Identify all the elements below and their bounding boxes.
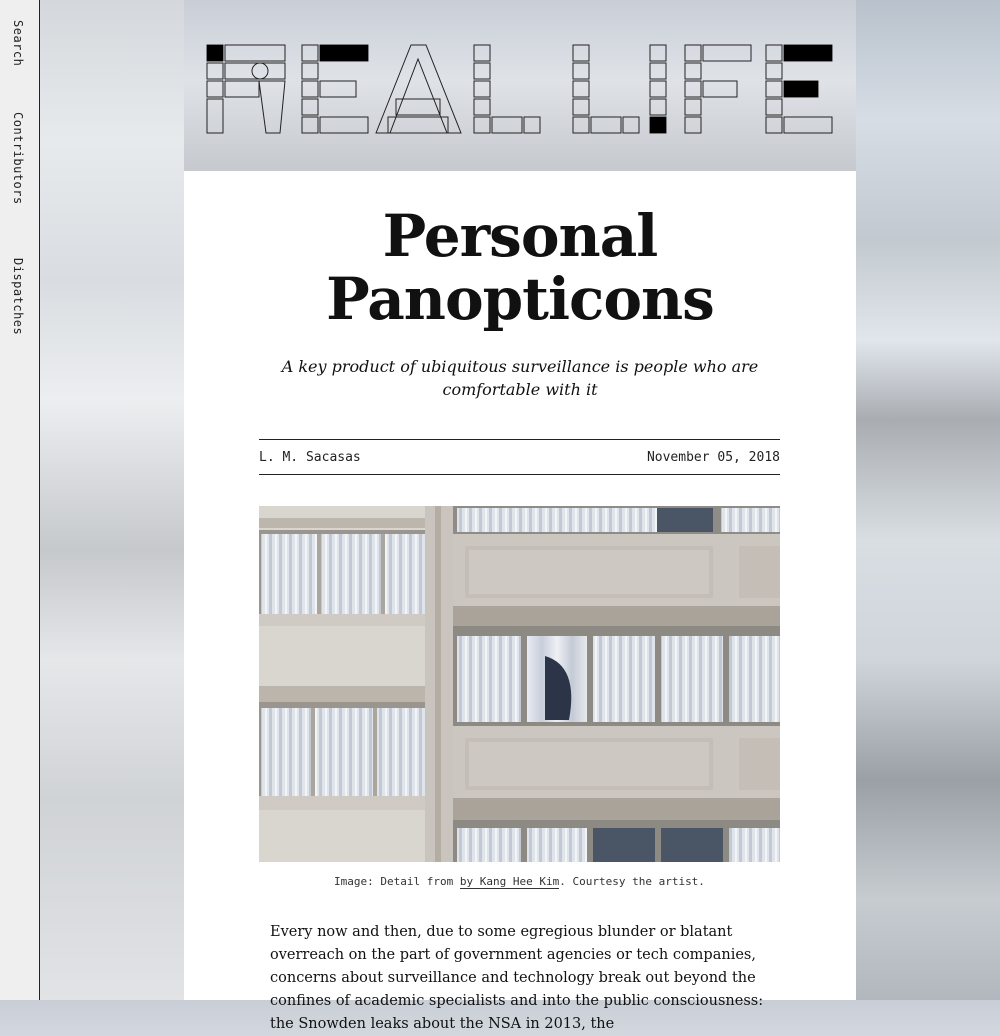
caption-artist-link[interactable]: by Kang Hee Kim bbox=[459, 875, 560, 888]
article-dek: A key product of ubiquitous surveillance is people who are comfortable with it bbox=[281, 357, 759, 399]
byline bbox=[259, 439, 780, 475]
site-logo[interactable] bbox=[206, 44, 834, 136]
author-link[interactable]: L. M. Sacasas bbox=[259, 450, 361, 465]
article-card bbox=[184, 171, 856, 1032]
caption-prefix: Image: Detail from bbox=[334, 875, 460, 888]
contributors-link[interactable]: Contributors bbox=[11, 112, 25, 205]
title-line-1: Personal bbox=[382, 202, 658, 270]
dispatches-link[interactable]: Dispatches bbox=[11, 258, 25, 336]
image-caption bbox=[259, 875, 780, 888]
publish-date: November 05, 2018 bbox=[646, 450, 780, 465]
caption-suffix: . Courtesy the artist. bbox=[559, 875, 705, 888]
background-left bbox=[40, 0, 184, 1000]
header-image bbox=[259, 506, 780, 862]
article-body: Every now and then, due to some egregious blunder or blatant overreach on the part of government agencies or tech companies, concerns about surveillance and technology break out beyond the confines of academic specialists and into the public consciousness: the Snowden leaks about the NSA in 2013, the bbox=[270, 924, 764, 1032]
article-title bbox=[184, 202, 856, 333]
search-link[interactable]: Search bbox=[11, 20, 25, 67]
side-rail bbox=[0, 0, 40, 1000]
title-line-2: Panopticons bbox=[326, 265, 714, 333]
building-photo bbox=[259, 506, 780, 862]
